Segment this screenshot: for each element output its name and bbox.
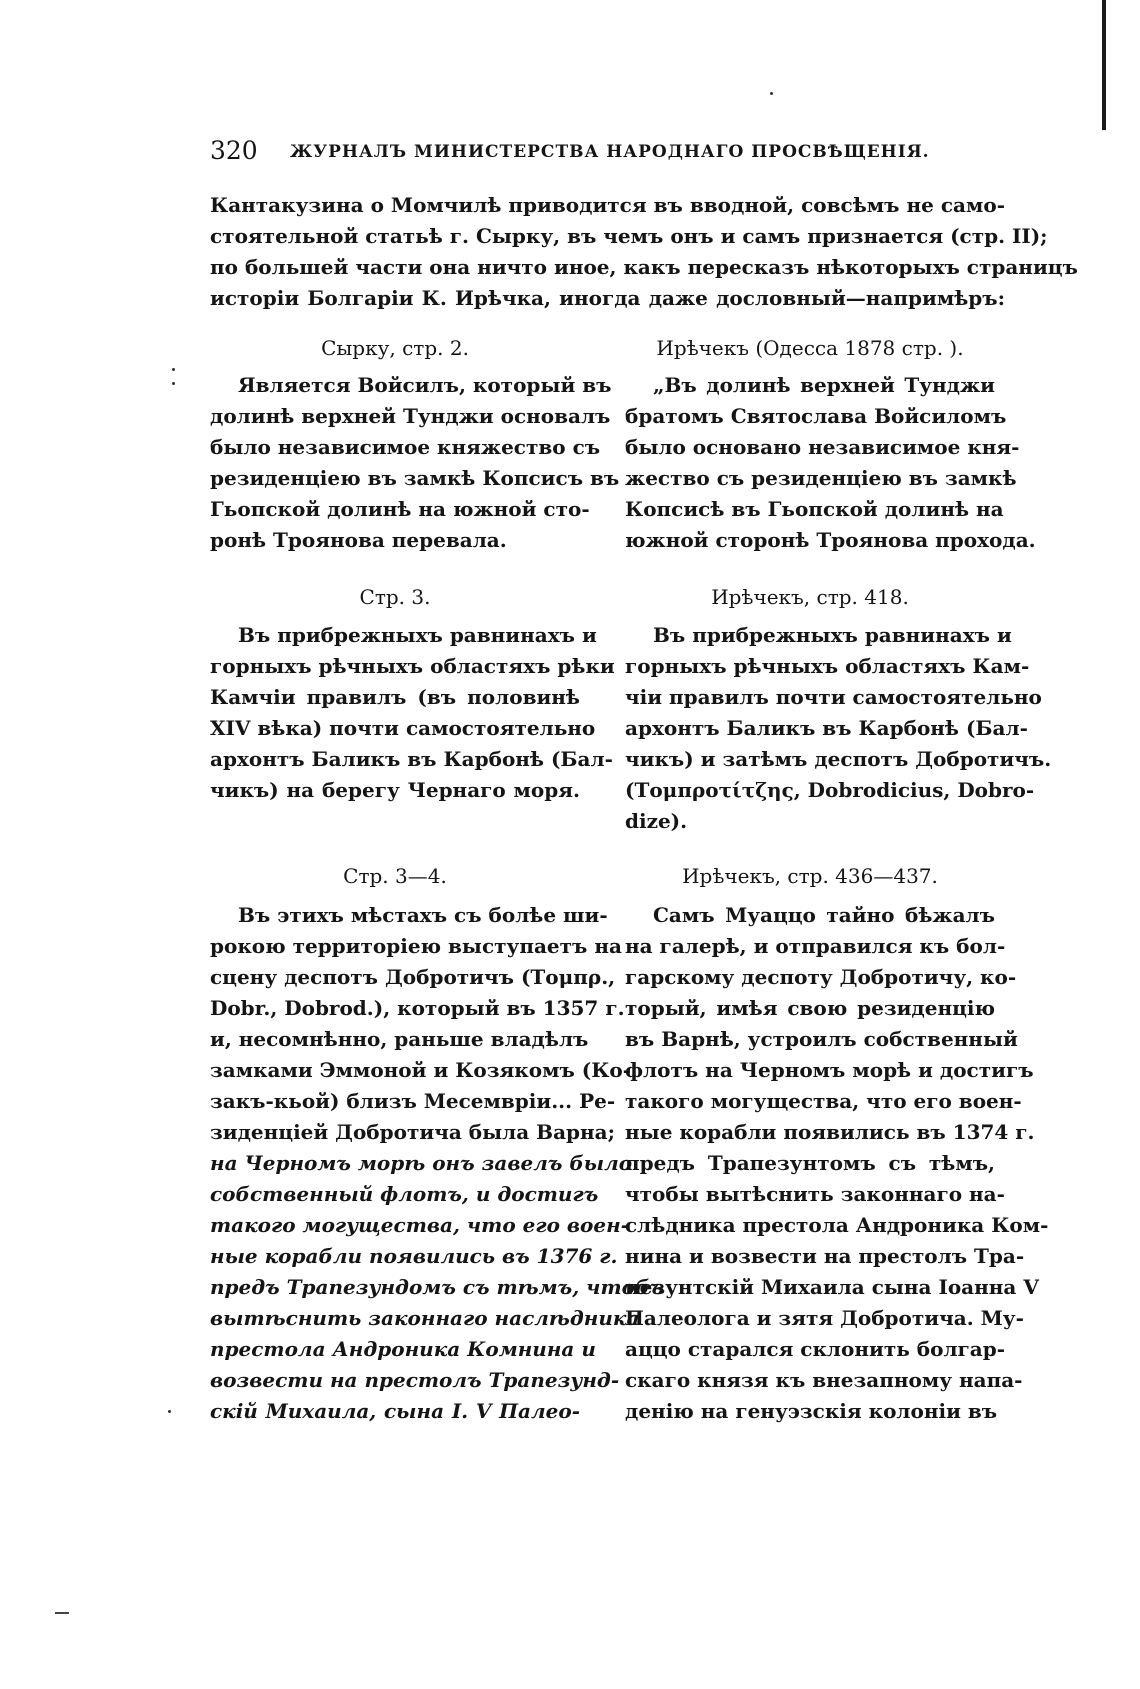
section-text	[210, 900, 664, 1427]
text-line: чикъ) и затѣмъ деспотъ Добротичъ.	[625, 747, 1052, 771]
text-line: флотъ на Черномъ морѣ и достигъ	[625, 1058, 1034, 1082]
intro-paragraph	[210, 190, 1078, 314]
text-line: чіи правилъ почти самостоятельно	[625, 685, 1042, 709]
text-line: Палеолога и зятя Добротича. Му-	[625, 1306, 1024, 1330]
text-line: Въ этихъ мѣстахъ съ болѣе ши-	[238, 903, 608, 927]
text-line: братомъ Святослава Войсиломъ	[625, 404, 1007, 428]
text-line: на Черномъ морѣ онъ завелъ было	[210, 1151, 633, 1175]
text-line: стоятельной статьѣ г. Сырку, въ чемъ онъ и самъ признается (стр. II);	[210, 224, 1048, 248]
text-line: на галерѣ, и отправился къ бол-	[625, 934, 1006, 958]
section-text	[625, 620, 1052, 837]
text-line: закъ-кьой) близъ Месемвріи... Ре-	[210, 1089, 616, 1113]
text-line: южной сторонѣ Троянова прохода.	[625, 528, 1036, 552]
text-line: аццо старался склонить болгар-	[625, 1337, 1006, 1361]
text-line: Кантакузина о Момчилѣ приводится въ вводной, совсѣмъ не само-	[210, 193, 1005, 217]
text-line: Гьопской долинѣ на южной сто-	[210, 497, 590, 521]
text-line: рокою территоріею выступаетъ на	[210, 934, 622, 958]
text-line: „Въ долинѣ верхней Тунджи	[653, 373, 995, 397]
text-line: зиденціей Добротича была Варна;	[210, 1120, 615, 1144]
text-line: горныхъ рѣчныхъ областяхъ Кам-	[625, 654, 1030, 678]
text-line: гарскому деспоту Добротичу, ко-	[625, 965, 1017, 989]
text-line: Камчіи правилъ (въ половинѣ	[210, 685, 580, 709]
section-heading: Стр. 3.	[359, 585, 431, 609]
section-heading: Стр. 3—4.	[343, 864, 447, 888]
text-line: по большей части она ничто иное, какъ пересказъ нѣкоторыхъ страницъ	[210, 255, 1078, 279]
text-line: и, несомнѣнно, раньше владѣлъ	[210, 1027, 589, 1051]
section-text	[625, 900, 1049, 1427]
text-line: архонтъ Баликъ въ Карбонѣ (Бал-	[625, 716, 1028, 740]
text-line: ные корабли появились въ 1376 г.	[210, 1244, 618, 1268]
section-text	[210, 620, 615, 806]
text-line: скаго князя къ внезапному напа-	[625, 1368, 1023, 1392]
text-line: такого могущества, что его воен-	[210, 1213, 630, 1237]
text-line: возвести на престолъ Трапезунд-	[210, 1368, 620, 1392]
text-line: dize).	[625, 809, 688, 833]
scan-mark	[55, 1612, 69, 1614]
text-line: жество съ резиденціею въ замкѣ	[625, 466, 1017, 490]
text-line: скій Михаила, сына І. V Палео-	[210, 1399, 580, 1423]
scan-speck	[168, 1410, 171, 1413]
text-line: въ Варнѣ, устроилъ собственный	[625, 1027, 1018, 1051]
text-line: Dobr., Dobrod.), который въ 1357 г.	[210, 996, 625, 1020]
section-heading: Сырку, стр. 2.	[321, 336, 469, 360]
text-line: вытѣснить законнаго наслѣдника	[210, 1306, 640, 1330]
text-line: горныхъ рѣчныхъ областяхъ рѣки	[210, 654, 615, 678]
text-line: XIV вѣка) почти самостоятельно	[210, 716, 596, 740]
text-line: предъ Трапезунтомъ съ тѣмъ,	[625, 1151, 995, 1175]
text-line: Является Войсилъ, который въ	[238, 373, 612, 397]
section-text	[210, 370, 620, 556]
text-line: Въ прибрежныхъ равнинахъ и	[653, 623, 1012, 647]
text-line: пезунтскій Михаила сына Іоанна V	[625, 1275, 1039, 1299]
text-line: чтобы вытѣснить законнаго на-	[625, 1182, 1005, 1206]
text-line: исторіи Болгаріи К. Ирѣчка, иногда даже дословный—напримѣръ:	[210, 286, 1005, 310]
text-line: денію на генуэзскія колоніи въ	[625, 1399, 998, 1423]
text-line: архонтъ Баликъ въ Карбонѣ (Бал-	[210, 747, 613, 771]
text-line: ронѣ Троянова перевала.	[210, 528, 507, 552]
running-title: ЖУРНАЛЪ МИНИСТЕРСТВА НАРОДНАГО ПРОСВѢЩЕНІЯ.	[290, 142, 930, 162]
text-line: предъ Трапезундомъ съ тѣмъ, чтобъ	[210, 1275, 664, 1299]
text-line: Самъ Муаццо тайно бѣжалъ	[653, 903, 995, 927]
text-line: (Τομπροτίτζης, Dobrodicius, Dobro-	[625, 778, 1035, 802]
scan-speck	[770, 92, 773, 95]
text-line: долинѣ верхней Тунджи основалъ	[210, 404, 611, 428]
scan-speck	[172, 382, 175, 385]
text-line: чикъ) на берегу Чернаго моря.	[210, 778, 580, 802]
text-line: Въ прибрежныхъ равнинахъ и	[238, 623, 597, 647]
text-line: было независимое княжество съ	[210, 435, 601, 459]
text-line: собственный флотъ, и достигъ	[210, 1182, 599, 1206]
text-line: нина и возвести на престолъ Тра-	[625, 1244, 1025, 1268]
text-line: ные корабли появились въ 1374 г.	[625, 1120, 1035, 1144]
text-line: было основано независимое кня-	[625, 435, 1020, 459]
text-line: торый, имѣя свою резиденцію	[625, 996, 995, 1020]
section-heading: Ирѣчекъ (Одесса 1878 стр. ).	[656, 336, 964, 360]
text-line: слѣдника престола Андроника Ком-	[625, 1213, 1049, 1237]
text-line: Копсисѣ въ Гьопской долинѣ на	[625, 497, 1004, 521]
text-line: сцену деспотъ Добротичъ (Τομπρ.,	[210, 965, 616, 989]
section-text	[625, 370, 1036, 556]
text-line: престола Андроника Комнина и	[210, 1337, 596, 1361]
section-heading: Ирѣчекъ, стр. 436—437.	[682, 864, 938, 888]
section-heading: Ирѣчекъ, стр. 418.	[711, 585, 909, 609]
text-line: замками Эммоной и Козякомъ (Ко-	[210, 1058, 632, 1082]
scan-edge-line	[1102, 0, 1106, 130]
scan-speck	[172, 368, 175, 371]
text-line: резиденціею въ замкѣ Копсисъ въ	[210, 466, 620, 490]
page-number: 320	[210, 136, 258, 165]
text-line: такого могущества, что его воен-	[625, 1089, 1022, 1113]
page-header	[210, 136, 930, 170]
